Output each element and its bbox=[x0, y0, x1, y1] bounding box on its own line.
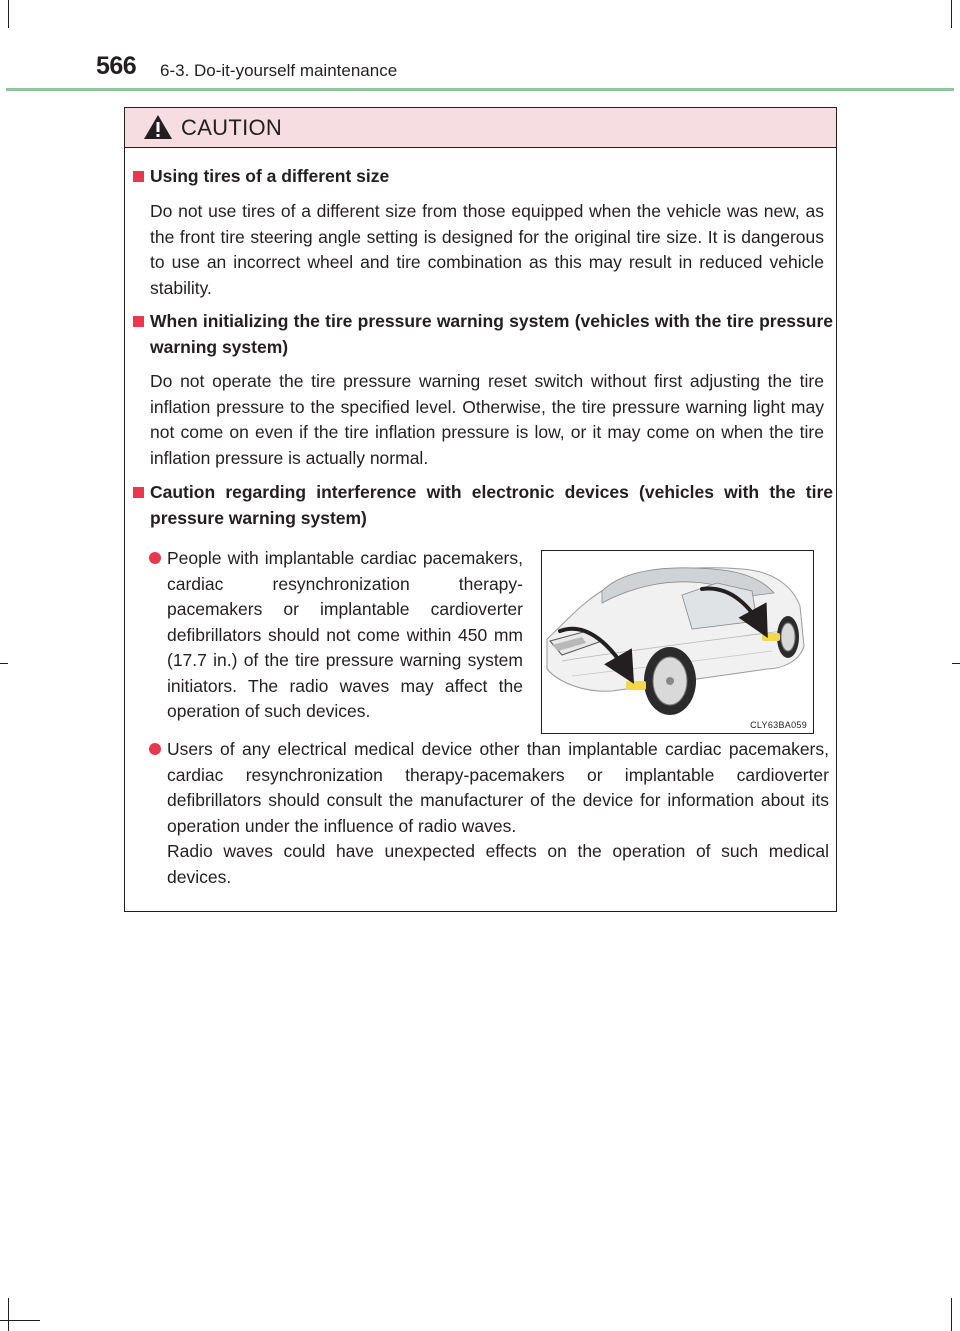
caution-item-heading: Using tires of a different size bbox=[133, 164, 833, 190]
car-illustration bbox=[542, 551, 813, 733]
crop-mark bbox=[0, 1320, 40, 1321]
initiator-marker-front bbox=[762, 633, 780, 641]
tire-pressure-initiator-illustration bbox=[541, 550, 814, 734]
section-title: 6-3. Do-it-yourself maintenance bbox=[160, 61, 398, 80]
figure-code: CLY63BA059 bbox=[750, 720, 807, 730]
crop-mark bbox=[951, 0, 952, 28]
caution-header bbox=[125, 108, 836, 148]
caution-item-body: Do not use tires of a different size from those equipped when the vehicle was new, as the front tire steering angle setting is designed for the original tire size. It is dangerous to use an incorrect wheel and tire combination as this may result in reduced vehicle stability. bbox=[150, 201, 824, 298]
crop-mark bbox=[0, 663, 8, 664]
page-number: 566 bbox=[96, 52, 137, 80]
round-bullet-icon bbox=[149, 743, 161, 755]
square-bullet-icon bbox=[133, 171, 144, 182]
caution-label: CAUTION bbox=[181, 115, 283, 140]
crop-mark bbox=[952, 663, 960, 664]
caution-box bbox=[124, 107, 837, 912]
bullet-continuation: Radio waves could have unexpected effects on the operation of such medical devices. bbox=[167, 841, 829, 887]
bullet-item: Users of any electrical medical device other than implantable cardiac pacemakers, cardiac resynchronization therapy-pacemakers or implantable cardioverter defibrillators should consult the manufacturer of the device for information about its operation under the influence of radio waves. bbox=[149, 737, 829, 839]
square-bullet-icon bbox=[133, 487, 144, 498]
initiator-marker-rear bbox=[626, 681, 646, 690]
crop-mark bbox=[951, 1298, 952, 1331]
header-divider bbox=[6, 88, 954, 91]
caution-item-heading: Caution regarding interference with electronic devices (vehicles with the tire pressure warning system) bbox=[133, 480, 833, 531]
crop-mark bbox=[8, 0, 9, 28]
caution-item-body: Do not operate the tire pressure warning reset switch without first adjusting the tire inflation pressure to the specified level. Otherwise, the tire pressure warning light may not come on even if the tire inflation pressure is low, or it may come on when the tire inflation pressure is actually normal. bbox=[150, 371, 824, 468]
round-bullet-icon bbox=[149, 552, 161, 564]
bullet-item: People with implantable cardiac pacemakers, cardiac resynchronization therapy-pacemakers or implantable cardioverter defibrillators should not come within 450 mm (17.7 in.) of the tire pressure warning system initiators. The radio waves may affect the operation of such devices. bbox=[149, 546, 523, 725]
warning-triangle-icon bbox=[143, 114, 173, 145]
caution-item-heading: When initializing the tire pressure warning system (vehicles with the tire pressure warning system) bbox=[133, 309, 833, 360]
crop-mark bbox=[8, 1298, 9, 1331]
square-bullet-icon bbox=[133, 316, 144, 327]
page-header bbox=[96, 52, 836, 88]
